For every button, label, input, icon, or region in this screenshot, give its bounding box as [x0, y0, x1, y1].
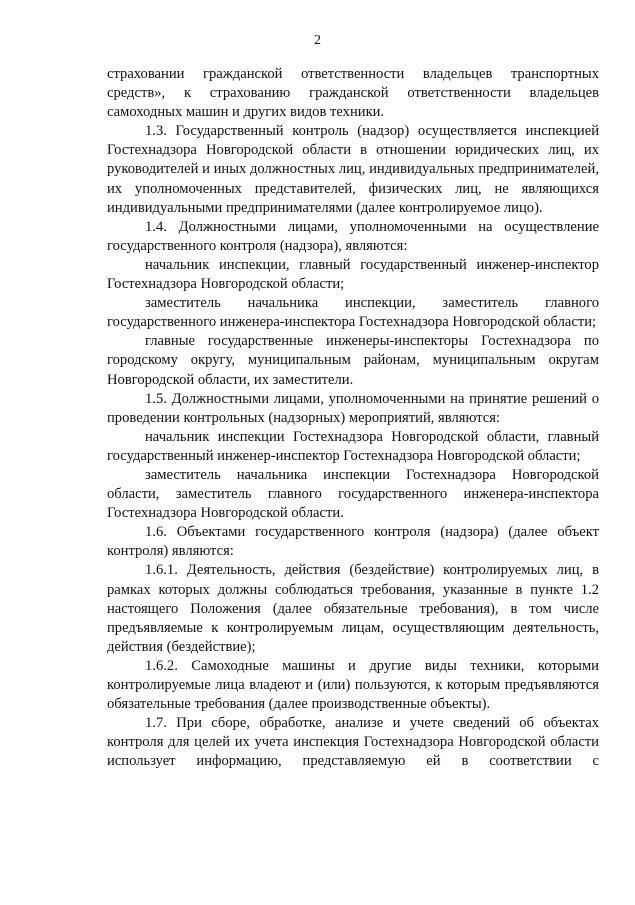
- paragraph-1-4-item-3: главные государственные инженеры-инспекторы Гостехнадзора по городскому округу, муниципальным районам, муниципальным округам Новгородской области, их заместители.: [107, 333, 599, 388]
- paragraph-1-5-item-2: заместитель начальника инспекции Гостехнадзора Новгородской области, заместитель главного государственного инженера-инспектора Гостехнадзора Новгородской области.: [107, 466, 599, 522]
- paragraph-1-4-item-1: начальник инспекции, главный государственный инженер-инспектор Гостехнадзора Новгородской области;: [107, 256, 599, 293]
- paragraph-1-5-item-1: начальник инспекции Гостехнадзора Новгородской области, главный государственный инженер-инспектор Гостехнадзора Новгородской области;: [107, 428, 599, 464]
- paragraph-1-4-item-2: заместитель начальника инспекции, заместитель главного государственного инженера-инспектора Гостехнадзора Новгородской области;: [107, 295, 599, 331]
- paragraph-1-7: 1.7. При сборе, обработке, анализе и учете сведений об объектах контроля для целей их учета инспекция Гостехнадзора Новгородской области использует информацию, представляемую ей в соответствии с: [107, 715, 599, 770]
- paragraph-1-6: 1.6. Объектами государственного контроля (надзора) (далее объект контроля) являются:: [107, 524, 599, 560]
- paragraph-1-6-2: 1.6.2. Самоходные машины и другие виды техники, которыми контролируемые лица владеют и (или) пользуются, к которым предъявляются обязательные требования (далее производственные объекты).: [107, 657, 599, 713]
- page-number: 2: [314, 33, 321, 48]
- paragraph-1-6-1: 1.6.1. Деятельность, действия (бездействие) контролируемых лиц, в рамках которых должны соблюдаться требования, указанные в пункте 1.2 настоящего Положения (далее обязательные требования), в том числе предъявляемые к контролируемым лицам, осуществляющим деятельность, действия (бездействие);: [107, 562, 599, 655]
- document-body: [107, 65, 599, 771]
- paragraph-continuation: страховании гражданской ответственности владельцев транспортных средств», к страхованию гражданской ответственности владельцев самоходных машин и других видов техники.: [107, 66, 599, 121]
- paragraph-1-5: 1.5. Должностными лицами, уполномоченными на принятие решений о проведении контрольных (надзорных) мероприятий, являются:: [107, 390, 599, 426]
- paragraph-1-3: 1.3. Государственный контроль (надзор) осуществляется инспекцией Гостехнадзора Новгородской области в отношении юридических лиц, их руководителей и иных должностных лиц, индивидуальных предпринимателей, их уполномоченных представителей, физических лиц, не являющихся индивидуальными предпринимателями (далее контролируемое лицо).: [107, 123, 599, 216]
- paragraph-1-4: 1.4. Должностными лицами, уполномоченными на осуществление государственного контроля (надзора), являются:: [107, 218, 599, 254]
